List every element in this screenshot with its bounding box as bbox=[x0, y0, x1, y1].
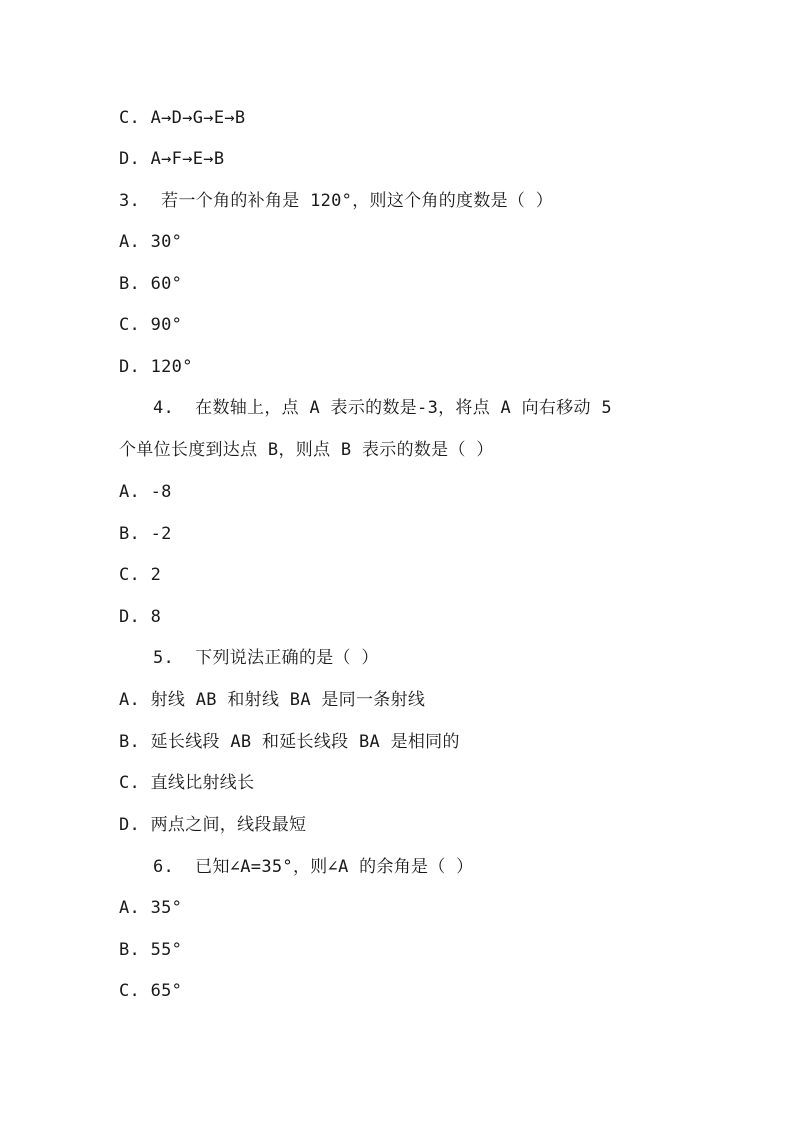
question-4-line-2: 个单位长度到达点 B，则点 B 表示的数是（ ） bbox=[119, 440, 494, 460]
option-a-q4: A. -8 bbox=[119, 482, 172, 502]
option-b-q5: B. 延长线段 AB 和延长线段 BA 是相同的 bbox=[119, 732, 460, 752]
option-d-q5: D. 两点之间，线段最短 bbox=[119, 815, 307, 835]
option-b-q3: B. 60° bbox=[119, 274, 183, 294]
option-c-q4: C. 2 bbox=[119, 565, 162, 585]
option-c-q6: C. 65° bbox=[119, 981, 183, 1001]
question-4-line-1: 4. 在数轴上，点 A 表示的数是-3，将点 A 向右移动 5 bbox=[153, 398, 612, 418]
option-c-q5: C. 直线比射线长 bbox=[119, 773, 255, 793]
question-3: 3. 若一个角的补角是 120°，则这个角的度数是（ ） bbox=[119, 191, 554, 211]
option-b-q6: B. 55° bbox=[119, 940, 183, 960]
option-b-q4: B. -2 bbox=[119, 524, 172, 544]
option-d-q3: D. 120° bbox=[119, 357, 193, 377]
question-5: 5. 下列说法正确的是（ ） bbox=[153, 648, 379, 668]
option-a-q5: A. 射线 AB 和射线 BA 是同一条射线 bbox=[119, 690, 426, 710]
option-d-q2: D. A→F→E→B bbox=[119, 149, 225, 169]
option-a-q3: A. 30° bbox=[119, 232, 183, 252]
question-6: 6. 已知∠A=35°，则∠A 的余角是（ ） bbox=[153, 857, 474, 877]
option-a-q6: A. 35° bbox=[119, 898, 183, 918]
option-c-q2: C. A→D→G→E→B bbox=[119, 108, 246, 128]
option-c-q3: C. 90° bbox=[119, 315, 183, 335]
option-d-q4: D. 8 bbox=[119, 607, 162, 627]
